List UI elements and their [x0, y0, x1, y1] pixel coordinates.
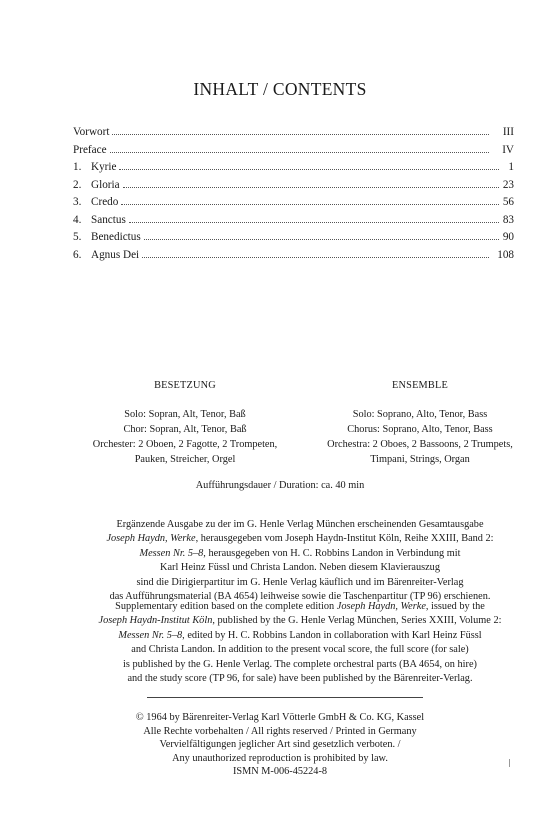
- note-line: and Christa Landon. In addition to the present vocal score, the full score (for sale): [131, 644, 469, 656]
- ensemble-line: Solo: Soprano, Alto, Tenor, Bass: [352, 409, 488, 420]
- copyright-line: Vervielfältigungen jeglicher Art sind gesetzlich verboten. /: [159, 739, 401, 751]
- note-line: sind die Dirigierpartitur im G. Henle Verlag käuflich und im Bärenreiter-Verlag: [136, 576, 464, 588]
- note-line: Karl Heinz Füssl und Christa Landon. Neben diesem Klavierauszug: [160, 562, 440, 574]
- note-italic-title: Messen Nr. 5–8: [118, 629, 183, 641]
- toc-entry[interactable]: [73, 161, 514, 179]
- toc-entry-label: Preface: [73, 143, 107, 156]
- copyright-line: Alle Rechte vorbehalten / All rights reserved / Printed in Germany: [143, 725, 417, 737]
- toc-entry-page: 1: [508, 161, 514, 173]
- toc-entry-label: Sanctus: [91, 213, 126, 226]
- toc-entry[interactable]: [73, 214, 514, 232]
- copyright-line: © 1964 by Bärenreiter-Verlag Karl Vötterle GmbH & Co. KG, Kassel: [135, 712, 425, 723]
- toc-entry[interactable]: [73, 179, 514, 197]
- toc-entry-number: 6.: [73, 248, 82, 261]
- note-line: [80, 614, 520, 628]
- toc-leader-dots: [142, 257, 489, 258]
- ensemble-line: Chorus: Soprano, Alto, Tenor, Bass: [347, 424, 493, 435]
- ensemble-heading: ENSEMBLE: [392, 380, 448, 391]
- toc-leader-dots: [110, 152, 489, 153]
- note-italic-title: Joseph Haydn-Institut Köln: [98, 615, 213, 627]
- note-italic-title: Messen Nr. 5–8: [139, 547, 204, 559]
- toc-entry-page: III: [502, 126, 514, 138]
- toc-entry-label: Agnus Dei: [91, 248, 140, 261]
- note-italic-title: Joseph Haydn, Werke: [106, 533, 196, 545]
- toc-entry-page: 83: [502, 213, 514, 226]
- performance-duration: Aufführungsdauer / Duration: ca. 40 min: [195, 480, 365, 491]
- toc-entry-number: 1.: [73, 161, 82, 173]
- toc-entry[interactable]: [73, 231, 514, 249]
- toc-entry-page: IV: [502, 143, 514, 156]
- note-text: , herausgegeben vom Joseph Haydn-Institut Köln, Reihe XXIII, Band 2:: [195, 533, 494, 545]
- toc-entry-page: 108: [497, 248, 514, 261]
- toc-entry[interactable]: [73, 144, 514, 162]
- besetzung-line: Solo: Sopran, Alt, Tenor, Baß: [124, 409, 246, 420]
- isbn-line: ISMN M-006-45224-8: [232, 766, 328, 778]
- toc-entry-label: Gloria: [91, 178, 120, 191]
- besetzung-line: Orchester: 2 Oboen, 2 Fagotte, 2 Trompeten,: [92, 439, 278, 450]
- note-line: [80, 547, 520, 561]
- note-text: , issued by the: [425, 601, 485, 612]
- toc-entry[interactable]: [73, 249, 514, 267]
- toc-entry-label: Benedictus: [91, 231, 141, 243]
- toc-entry-number: 5.: [73, 231, 82, 243]
- toc-entry-page: 90: [502, 231, 514, 243]
- note-line: [80, 629, 520, 643]
- toc-entry[interactable]: [73, 126, 514, 144]
- note-text: Supplementary edition based on the complete edition: [115, 601, 337, 612]
- toc-leader-dots: [129, 222, 499, 223]
- toc-entry[interactable]: [73, 196, 514, 214]
- toc-entry-number: 4.: [73, 213, 82, 226]
- toc-entry-page: 23: [502, 178, 514, 191]
- toc-leader-dots: [112, 134, 489, 135]
- toc-leader-dots: [123, 187, 499, 188]
- german-edition-note: [80, 518, 520, 604]
- toc-entry-label: Vorwort: [73, 126, 110, 138]
- margin-mark: [509, 759, 510, 767]
- besetzung-column: [60, 378, 310, 467]
- note-line: is published by the G. Henle Verlag. The complete orchestral parts (BA 4654, on hire): [123, 658, 477, 670]
- note-italic-title: Joseph Haydn, Werke: [336, 601, 426, 612]
- toc-entry-label: Kyrie: [91, 161, 117, 173]
- copyright-block: [0, 711, 560, 779]
- contents-title: INHALT / CONTENTS: [193, 79, 367, 99]
- besetzung-line: Pauken, Streicher, Orgel: [134, 454, 236, 465]
- divider-rule: [147, 697, 423, 698]
- toc-leader-dots: [121, 204, 499, 205]
- toc-entry-label: Credo: [91, 196, 119, 208]
- besetzung-line: Chor: Sopran, Alt, Tenor, Baß: [123, 424, 247, 435]
- english-edition-note: [80, 600, 520, 686]
- toc-leader-dots: [119, 169, 499, 170]
- note-line: das Aufführungsmaterial (BA 4654) leihweise sowie die Taschenpartitur (TP 96) erschienen.: [109, 591, 491, 603]
- note-line: [80, 600, 520, 614]
- toc-entry-page: 56: [502, 196, 514, 208]
- toc-leader-dots: [144, 239, 499, 240]
- note-line: Ergänzende Ausgabe zu der im G. Henle Verlag München erscheinenden Gesamtausgabe: [116, 519, 484, 530]
- note-text: , herausgegeben von H. C. Robbins Landon in Verbindung mit: [203, 547, 461, 559]
- table-of-contents: [73, 126, 514, 266]
- note-line: and the study score (TP 96, for sale) have been published by the Bärenreiter-Verlag.: [127, 673, 473, 685]
- note-text: , published by the G. Henle Verlag München, Series XXIII, Volume 2:: [212, 615, 502, 627]
- ensemble-line: Orchestra: 2 Oboes, 2 Bassoons, 2 Trumpets,: [327, 439, 513, 450]
- ensemble-line: Timpani, Strings, Organ: [370, 454, 470, 465]
- ensemble-column: [300, 378, 540, 467]
- note-line: [80, 532, 520, 546]
- toc-entry-number: 3.: [73, 196, 82, 208]
- toc-entry-number: 2.: [73, 178, 82, 191]
- copyright-line: Any unauthorized reproduction is prohibited by law.: [172, 752, 388, 764]
- note-text: , edited by H. C. Robbins Landon in collaboration with Karl Heinz Füssl: [182, 629, 482, 641]
- besetzung-heading: BESETZUNG: [154, 380, 216, 391]
